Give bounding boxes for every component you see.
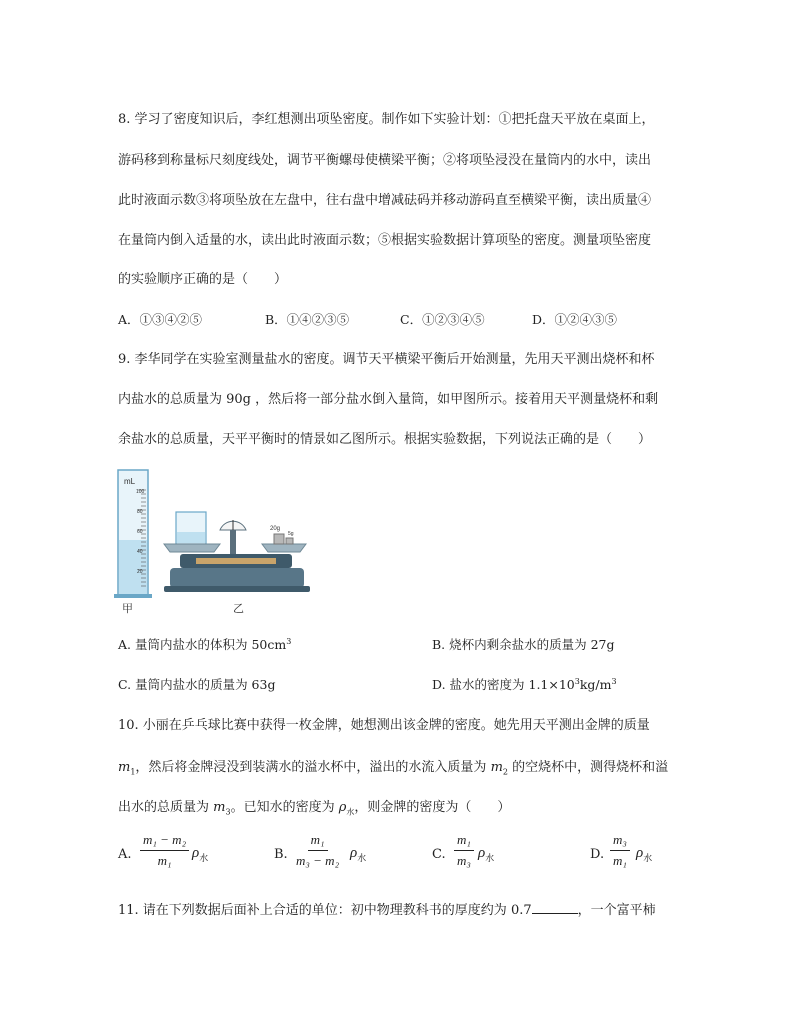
q10-option-d-label[interactable]: D. <box>590 847 605 862</box>
q9-line-2: 内盐水的总质量为 90g ，然后将一部分盐水倒入量筒，如甲图所示。接着用天平测量烧杯和剩 <box>118 392 659 407</box>
balance-scale <box>164 512 310 592</box>
q10-option-a-label[interactable]: A. <box>118 847 132 862</box>
q10-option-b-fraction[interactable] <box>296 832 339 869</box>
weight-label-5g: 5g <box>288 531 294 537</box>
q9-line-1: 9. 李华同学在实验室测量盐水的密度。调节天平横梁平衡后开始测量，先用天平测出烧杯和杯 <box>118 352 655 367</box>
q10-option-c-numerator: m₁ <box>454 832 474 851</box>
q10-option-d-denominator: m₁ <box>613 853 627 868</box>
q8-option-c[interactable]: C．①②③④⑤ <box>400 312 485 327</box>
q10-line-2-text: ，然后将金牌浸没到装满水的溢水杯中，溢出的水流入质量为 <box>135 760 491 775</box>
q10-line-3-mid: 。已知水的密度为 <box>230 800 339 815</box>
q8-line-3: 此时液面示数③将项坠放在左盘中，往右盘中增减砝码并移动游码直至横梁平衡，读出质量④ <box>118 193 652 208</box>
q10-m2-sub: 2 <box>502 767 508 777</box>
q8-line-5: 的实验顺序正确的是（ ） <box>118 272 288 287</box>
rho-subscript: 水 <box>199 853 209 863</box>
q10-option-a-numerator: m₁ − m₂ <box>140 832 189 851</box>
q11-answer-blank[interactable] <box>532 902 578 914</box>
q9-option-a[interactable] <box>118 635 291 653</box>
rho-symbol: ρ <box>636 845 644 861</box>
q10-option-b-label[interactable]: B. <box>274 847 288 862</box>
q10-option-b-numerator: m₁ <box>308 832 328 851</box>
q9-option-d-text: D. 盐水的密度为 1.1×10 <box>432 677 575 692</box>
q9-figure <box>112 462 312 614</box>
cylinder-unit-label: mL <box>124 477 136 486</box>
q10-option-c-fraction[interactable] <box>454 832 474 869</box>
q10-m1: m <box>118 760 131 775</box>
q8-option-d[interactable]: D．①②④③⑤ <box>532 312 618 327</box>
q11-line-1 <box>118 899 656 918</box>
cylinder-tick-40: 40 <box>137 549 143 555</box>
q10-option-a-rho <box>192 845 208 864</box>
figure-label-yi: 乙 <box>233 602 244 614</box>
q10-line-3 <box>118 796 510 818</box>
q10-option-c-label[interactable]: C. <box>432 847 446 862</box>
cylinder-tick-80: 80 <box>137 509 143 515</box>
q10-line-3-text: 出水的总质量为 <box>118 800 214 815</box>
q10-option-a-fraction[interactable] <box>140 832 189 869</box>
rho-subscript: 水 <box>643 853 653 863</box>
rho-symbol: ρ <box>350 845 358 861</box>
q10-line-3-tail: ，则金牌的密度为（ ） <box>354 800 511 815</box>
figure-label-jia: 甲 <box>122 602 133 614</box>
graduated-cylinder <box>114 470 152 598</box>
q10-option-d-rho <box>636 845 652 864</box>
q10-option-b-denominator: m₃ − m₂ <box>296 853 340 868</box>
q9-option-a-sup: 3 <box>286 636 292 646</box>
q10-option-d-fraction[interactable] <box>610 832 630 869</box>
rho-symbol: ρ <box>478 845 486 861</box>
q8-line-1: 8. 学习了密度知识后，李红想测出项坠密度。制作如下实验计划：①把托盘天平放在桌面上， <box>118 112 655 127</box>
q10-option-a-denominator: m₁ <box>157 853 172 868</box>
q11-text: 11. 请在下列数据后面补上合适的单位：初中物理教科书的厚度约为 0.7 <box>118 903 532 918</box>
q9-option-c[interactable]: C. 量筒内盐水的质量为 63g <box>118 677 276 692</box>
q10-rho-water-sub: 水 <box>346 807 355 817</box>
q10-option-d-numerator: m₃ <box>610 832 630 851</box>
q10-m3-sub: 3 <box>225 807 231 817</box>
q8-option-b[interactable]: B．①④②③⑤ <box>265 312 350 327</box>
rho-subscript: 水 <box>485 853 495 863</box>
q8-line-2: 游码移到称量标尺刻度线处，调节平衡螺母使横梁平衡；②将项坠浸没在量筒内的水中，读出 <box>118 153 652 168</box>
q8-line-4: 在量筒内倒入适量的水，读出此时液面示数；⑤根据实验数据计算项坠的密度。测量项坠密度 <box>118 233 652 248</box>
q9-option-d-sup2: 3 <box>611 676 617 686</box>
q10-option-b-rho <box>350 845 366 864</box>
q10-rho-water: ρ <box>338 800 347 815</box>
q9-option-a-text: A. 量筒内盐水的体积为 50cm <box>118 637 287 652</box>
q10-option-c-denominator: m₃ <box>457 853 471 868</box>
q8-option-a[interactable]: A．①③④②⑤ <box>118 312 203 327</box>
q10-m1-sub: 1 <box>130 767 136 777</box>
q10-line-2 <box>118 756 668 777</box>
cylinder-tick-60: 60 <box>137 529 143 535</box>
q9-option-d[interactable] <box>432 675 617 693</box>
q10-line-2-tail: 的空烧杯中，测得烧杯和溢 <box>507 760 669 775</box>
rho-subscript: 水 <box>357 853 367 863</box>
cylinder-tick-20: 20 <box>137 569 143 575</box>
q10-m2: m <box>490 760 503 775</box>
q9-option-d-unit: kg/m <box>579 677 612 692</box>
q9-option-d-sup1: 3 <box>574 676 580 686</box>
q11-text-tail: ，一个富平柿 <box>577 903 656 918</box>
q10-line-1: 10. 小丽在乒乓球比赛中获得一枚金牌，她想测出该金牌的密度。她先用天平测出金牌的质量 <box>118 718 650 733</box>
rho-symbol: ρ <box>192 845 200 861</box>
weight-label-20g: 20g <box>270 526 281 532</box>
cylinder-tick-100: 100 <box>136 489 145 495</box>
q10-option-c-rho <box>478 845 494 864</box>
q9-line-3: 余盐水的总质量，天平平衡时的情景如乙图所示。根据实验数据，下列说法正确的是（ ） <box>118 432 652 447</box>
q9-option-b[interactable]: B. 烧杯内剩余盐水的质量为 27g <box>432 637 615 652</box>
q10-m3: m <box>213 800 226 815</box>
